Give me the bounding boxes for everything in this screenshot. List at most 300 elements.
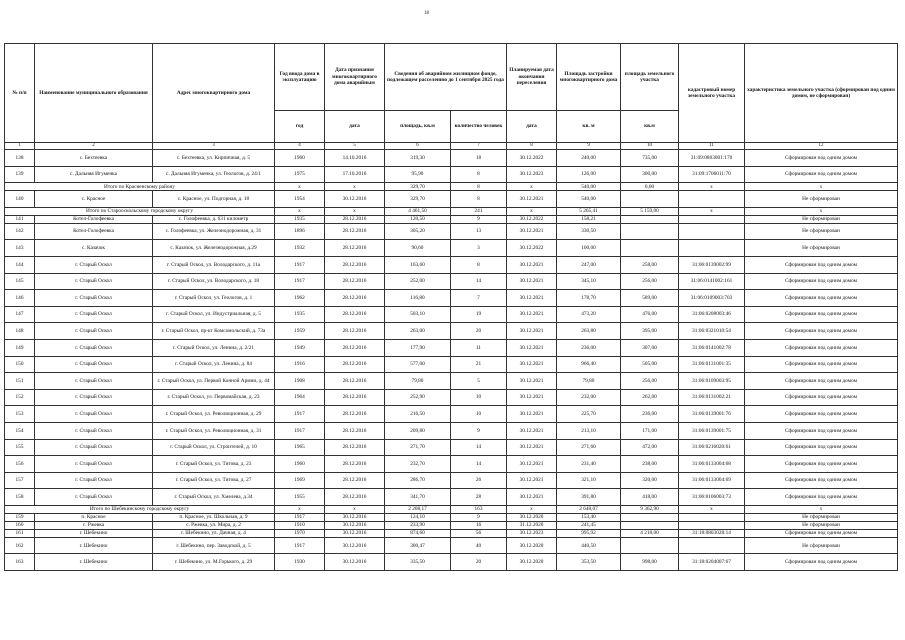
built-area-cell: 345,10 xyxy=(557,273,621,290)
subheader-sqm: кв. м xyxy=(557,111,621,143)
table-row xyxy=(5,339,898,356)
table-row xyxy=(5,521,898,529)
address-cell: г. Старый Оскол, ул. Индустриальная, д. 5 xyxy=(153,306,275,323)
year-cell: 1932 xyxy=(275,240,325,257)
subtotal-row xyxy=(5,207,898,215)
table-row xyxy=(5,306,898,323)
emergency-date-cell: х xyxy=(325,505,385,513)
land-char-cell: Не сформирован xyxy=(745,240,898,257)
land-char-cell: Не сформирован xyxy=(745,215,898,223)
address-cell: г. Старый Оскол, ул. Володарского, д. 11а xyxy=(153,256,275,273)
table-row xyxy=(5,323,898,340)
land-area-cell: 307,00 xyxy=(621,339,679,356)
cadastral-cell: х xyxy=(679,207,745,215)
emergency-date-cell: х xyxy=(325,207,385,215)
land-char-cell: Сформирован под одним домом xyxy=(745,439,898,456)
area-cell: 300,47 xyxy=(385,537,451,554)
area-cell: 4 461,50 xyxy=(385,207,451,215)
built-area-cell: 321,10 xyxy=(557,472,621,489)
land-char-cell: х xyxy=(745,183,898,191)
address-cell: г. Старый Оскол, ул. Титова, д. 27 xyxy=(153,472,275,489)
row-number: 151 xyxy=(5,373,35,390)
area-cell: 209,80 xyxy=(385,422,451,439)
emergency-date-cell: х xyxy=(325,183,385,191)
emergency-date-cell: 17.10.2016 xyxy=(325,166,385,183)
emergency-date-cell: 28.12.2016 xyxy=(325,489,385,506)
land-area-cell: 5 159,00 xyxy=(621,207,679,215)
municipality-cell: Котел-Голофеевка xyxy=(35,215,153,223)
planned-date-cell: 30.12.2021 xyxy=(507,191,557,208)
address-cell: п. Красное, ул. Школьная, д. 9 xyxy=(153,513,275,521)
area-cell: 874,60 xyxy=(385,529,451,537)
people-cell: 8 xyxy=(451,256,507,273)
table-row xyxy=(5,240,898,257)
row-number: 143 xyxy=(5,240,35,257)
address-cell: г. Шебекино, пер. Заводской, д. 5 xyxy=(153,537,275,554)
emergency-date-cell: 28.12.2016 xyxy=(325,323,385,340)
year-cell: 1949 xyxy=(275,339,325,356)
cadastral-cell: 31:06:0139001:76 xyxy=(679,406,745,423)
header-built-area: Площадь застройки многоквартирного дома xyxy=(557,44,621,111)
land-char-cell: Сформирован под одним домом xyxy=(745,456,898,473)
people-cell: 20 xyxy=(451,554,507,571)
planned-date-cell: 30.12.2021 xyxy=(507,256,557,273)
row-number: 156 xyxy=(5,456,35,473)
row-number: 142 xyxy=(5,223,35,240)
cadastral-cell: 31:18:0803028:14 xyxy=(679,529,745,537)
area-cell: 232,70 xyxy=(385,456,451,473)
land-area-cell: 236,00 xyxy=(621,406,679,423)
planned-date-cell: 30.12.2021 xyxy=(507,373,557,390)
cadastral-cell: 31:18:0204007:67 xyxy=(679,554,745,571)
planned-date-cell: 30.12.2021 xyxy=(507,356,557,373)
area-cell: 124,10 xyxy=(385,513,451,521)
address-cell: г. Старый Оскол, ул. Титова, д. 23 xyxy=(153,456,275,473)
planned-date-cell: 30.12.2021 xyxy=(507,223,557,240)
land-char-cell: Сформирован под одним домом xyxy=(745,389,898,406)
municipality-cell: г. Старый Оскол xyxy=(35,373,153,390)
people-cell: 241 xyxy=(451,207,507,215)
area-cell: 233,90 xyxy=(385,521,451,529)
land-char-cell: Не сформирован xyxy=(745,513,898,521)
emergency-date-cell: 30.12.2016 xyxy=(325,513,385,521)
area-cell: 305,20 xyxy=(385,223,451,240)
area-cell: 252,00 xyxy=(385,273,451,290)
planned-date-cell: 31.12.2020 xyxy=(507,521,557,529)
emergency-date-cell: 28.12.2016 xyxy=(325,240,385,257)
emergency-date-cell: 28.12.2016 xyxy=(325,339,385,356)
planned-date-cell: 30.12.2022 xyxy=(507,240,557,257)
year-cell: 1908 xyxy=(275,373,325,390)
emergency-housing-table xyxy=(4,43,898,571)
planned-date-cell: х xyxy=(507,207,557,215)
header-fund-group: Сведения об аварийном жилищном фонде, подлежащем расселению до 1 сентября 2025 года xyxy=(385,44,507,111)
built-area-cell: 79,80 xyxy=(557,373,621,390)
people-cell: 21 xyxy=(451,356,507,373)
land-char-cell: Сформирован под одним домом xyxy=(745,472,898,489)
cadastral-cell xyxy=(679,223,745,240)
municipality-cell: г. Старый Оскол xyxy=(35,456,153,473)
address-cell: г. Шебекино, ул. Дачная, д. 4 xyxy=(153,529,275,537)
land-area-cell: 998,00 xyxy=(621,554,679,571)
emergency-date-cell: 28.12.2016 xyxy=(325,373,385,390)
row-number: 161 xyxy=(5,529,35,537)
cadastral-cell: 31:06:0208003:46 xyxy=(679,306,745,323)
built-area-cell: 473,20 xyxy=(557,306,621,323)
land-area-cell: 505,00 xyxy=(621,356,679,373)
area-cell: 329,70 xyxy=(385,183,451,191)
people-cell: 14 xyxy=(451,439,507,456)
land-char-cell: Сформирован под одним домом xyxy=(745,489,898,506)
built-area-cell: 231,40 xyxy=(557,456,621,473)
cadastral-cell xyxy=(679,215,745,223)
subheader-area: площадь, кв.м xyxy=(385,111,451,143)
column-number: 12 xyxy=(745,143,898,150)
land-char-cell: х xyxy=(745,505,898,513)
land-char-cell: Сформирован под одним домом xyxy=(745,422,898,439)
planned-date-cell: 30.12.2021 xyxy=(507,422,557,439)
people-cell: 14 xyxy=(451,456,507,473)
area-cell: 263,00 xyxy=(385,323,451,340)
municipality-cell: с. Казачок xyxy=(35,240,153,257)
land-char-cell: Сформирован под одним домом xyxy=(745,273,898,290)
people-cell: 8 xyxy=(451,183,507,191)
planned-date-cell: 30.12.2020 xyxy=(507,554,557,571)
year-cell: 1955 xyxy=(275,489,325,506)
row-number: 146 xyxy=(5,290,35,307)
planned-date-cell: 30.12.2021 xyxy=(507,456,557,473)
row-number: 155 xyxy=(5,439,35,456)
emergency-date-cell: 30.12.2016 xyxy=(325,537,385,554)
emergency-date-cell: 30.12.2016 xyxy=(325,191,385,208)
land-area-cell xyxy=(621,513,679,521)
people-cell: 10 xyxy=(451,389,507,406)
people-cell: 11 xyxy=(451,339,507,356)
people-cell: 19 xyxy=(451,306,507,323)
address-cell: г. Старый Оскол, ул. Первой Конной Армии, д. 44 xyxy=(153,373,275,390)
people-cell: 8 xyxy=(451,166,507,183)
cadastral-cell xyxy=(679,521,745,529)
municipality-cell: с. Дальняя Игуменка xyxy=(35,166,153,183)
cadastral-cell xyxy=(679,191,745,208)
planned-date-cell: 30.12.2021 xyxy=(507,439,557,456)
municipality-cell: г. Старый Оскол xyxy=(35,422,153,439)
planned-date-cell: 30.12.2021 xyxy=(507,389,557,406)
year-cell: 1917 xyxy=(275,256,325,273)
column-numbers-row xyxy=(5,143,898,150)
table-row xyxy=(5,489,898,506)
year-cell: 1959 xyxy=(275,323,325,340)
planned-date-cell: 30.12.2021 xyxy=(507,323,557,340)
address-cell: г. Старый Оскол, ул. Строителей, д. 10 xyxy=(153,439,275,456)
address-cell: г. Старый Оскол, ул. Геологов, д. 1 xyxy=(153,290,275,307)
emergency-date-cell: 30.12.2016 xyxy=(325,521,385,529)
people-cell: 7 xyxy=(451,290,507,307)
row-number: 163 xyxy=(5,554,35,571)
planned-date-cell: 30.12.2021 xyxy=(507,339,557,356)
row-number: 141 xyxy=(5,215,35,223)
row-number: 149 xyxy=(5,339,35,356)
column-number: 10 xyxy=(621,143,679,150)
year-cell: 1975 xyxy=(275,166,325,183)
row-number: 162 xyxy=(5,537,35,554)
row-number: 158 xyxy=(5,489,35,506)
cadastral-cell: 31:06:0133004:69 xyxy=(679,472,745,489)
area-cell: 252,90 xyxy=(385,389,451,406)
land-area-cell: 395,00 xyxy=(621,323,679,340)
land-area-cell: 258,00 xyxy=(621,256,679,273)
built-area-cell: 126,00 xyxy=(557,166,621,183)
column-number: 1 xyxy=(5,143,35,150)
emergency-date-cell: 28.12.2016 xyxy=(325,256,385,273)
land-area-cell xyxy=(621,215,679,223)
year-cell: 1930 xyxy=(275,554,325,571)
emergency-date-cell: 28.12.2016 xyxy=(325,215,385,223)
header-land-area: площадь земельного участка xyxy=(621,44,679,111)
cadastral-cell: х xyxy=(679,505,745,513)
year-cell: 1896 xyxy=(275,223,325,240)
area-cell: 2 208,17 xyxy=(385,505,451,513)
year-cell: 1917 xyxy=(275,513,325,521)
row-number: 138 xyxy=(5,150,35,167)
built-area-cell: 247,00 xyxy=(557,256,621,273)
cadastral-cell: 31:06:0133004:68 xyxy=(679,456,745,473)
emergency-date-cell: 28.12.2016 xyxy=(325,223,385,240)
table-body xyxy=(5,150,898,571)
header-address: Адрес многоквартирного дома xyxy=(153,44,275,143)
planned-date-cell: 30.12.2021 xyxy=(507,273,557,290)
row-number: 144 xyxy=(5,256,35,273)
land-char-cell: Сформирован под одним домом xyxy=(745,339,898,356)
land-area-cell: 320,00 xyxy=(621,472,679,489)
area-cell: 286,70 xyxy=(385,472,451,489)
municipality-cell: г. Старый Оскол xyxy=(35,356,153,373)
land-area-cell: 589,00 xyxy=(621,290,679,307)
area-cell: 216,50 xyxy=(385,406,451,423)
municipality-cell: г. Старый Оскол xyxy=(35,339,153,356)
emergency-date-cell: 28.12.2016 xyxy=(325,472,385,489)
municipality-cell: г. Старый Оскол xyxy=(35,323,153,340)
land-area-cell xyxy=(621,521,679,529)
table-row xyxy=(5,389,898,406)
year-cell: 1960 xyxy=(275,456,325,473)
row-number: 145 xyxy=(5,273,35,290)
table-row xyxy=(5,290,898,307)
built-area-cell: 158,21 xyxy=(557,215,621,223)
municipality-cell: г. Старый Оскол xyxy=(35,472,153,489)
municipality-cell: с. Бехтеевка xyxy=(35,150,153,167)
area-cell: 116,80 xyxy=(385,290,451,307)
people-cell: 5 xyxy=(451,373,507,390)
header-cadastral: кадастровый номер земельного участка xyxy=(679,44,745,143)
subheader-date: дата xyxy=(325,111,385,143)
table-row xyxy=(5,554,898,571)
header-land-char: характеристика земельного участка (сформирован под одним домом, не сформирован) xyxy=(745,44,898,143)
cadastral-cell: 31:09:1706011:70 xyxy=(679,166,745,183)
area-cell: 163,60 xyxy=(385,256,451,273)
land-char-cell: Сформирован под одним домом xyxy=(745,406,898,423)
row-number: 150 xyxy=(5,356,35,373)
emergency-date-cell: 30.12.2016 xyxy=(325,529,385,537)
address-cell: с. Казачок, ул. Железнодорожная, д.29 xyxy=(153,240,275,257)
address-cell: г. Старый Оскол, ул. Ленина, д. 84 xyxy=(153,356,275,373)
year-cell: 1916 xyxy=(275,356,325,373)
row-number: 157 xyxy=(5,472,35,489)
built-area-cell: 5 265,41 xyxy=(557,207,621,215)
header-planned-end: Планируемая дата окончания переселения xyxy=(507,44,557,111)
people-cell: 163 xyxy=(451,505,507,513)
table-row xyxy=(5,373,898,390)
table-row xyxy=(5,529,898,537)
municipality-cell: г. Шебекино xyxy=(35,554,153,571)
people-cell: 8 xyxy=(451,191,507,208)
column-number: 6 xyxy=(385,143,451,150)
land-char-cell: Сформирован под одним домом xyxy=(745,166,898,183)
built-area-cell: 225,70 xyxy=(557,406,621,423)
year-cell: 1917 xyxy=(275,422,325,439)
address-cell: с. Голофеевка, ул. Железнодорожная, д. 31 xyxy=(153,223,275,240)
built-area-cell: 966,40 xyxy=(557,356,621,373)
row-number: 148 xyxy=(5,323,35,340)
municipality-cell: г. Старый Оскол xyxy=(35,256,153,273)
municipality-cell: г. Старый Оскол xyxy=(35,406,153,423)
cadastral-cell: 31:06:0109003:95 xyxy=(679,373,745,390)
cadastral-cell xyxy=(679,240,745,257)
year-cell: 1970 xyxy=(275,529,325,537)
area-cell: 341,70 xyxy=(385,489,451,506)
land-area-cell: 472,00 xyxy=(621,439,679,456)
address-cell: с. Бехтеевка, ул. Кирпичная, д. 5 xyxy=(153,150,275,167)
column-number: 4 xyxy=(275,143,325,150)
planned-date-cell: 30.12.2022 xyxy=(507,215,557,223)
address-cell: г. Старый Оскол, ул. Первомайская, д. 23 xyxy=(153,389,275,406)
land-area-cell: 4 218,00 xyxy=(621,529,679,537)
municipality-cell: г. Шебекино xyxy=(35,529,153,537)
built-area-cell: 100,00 xyxy=(557,240,621,257)
planned-date-cell: 30.12.2020 xyxy=(507,513,557,521)
year-cell: 1935 xyxy=(275,215,325,223)
land-area-cell xyxy=(621,537,679,554)
cadastral-cell: 31:06:0139001:75 xyxy=(679,422,745,439)
address-cell: г. Старый Оскол, ул. Володарского, д. 18 xyxy=(153,273,275,290)
land-area-cell xyxy=(621,223,679,240)
land-area-cell: 256,00 xyxy=(621,373,679,390)
table-row xyxy=(5,456,898,473)
table-row xyxy=(5,150,898,167)
column-number: 7 xyxy=(451,143,507,150)
year-cell: 1917 xyxy=(275,406,325,423)
built-area-cell: 153,40 xyxy=(557,513,621,521)
table-row xyxy=(5,191,898,208)
emergency-date-cell: 28.12.2016 xyxy=(325,406,385,423)
people-cell: 10 xyxy=(451,406,507,423)
cadastral-cell: 31:06:0131002:21 xyxy=(679,389,745,406)
table-row xyxy=(5,513,898,521)
year-cell: 1954 xyxy=(275,191,325,208)
land-char-cell: Не сформирован xyxy=(745,191,898,208)
column-number: 2 xyxy=(35,143,153,150)
column-number: 3 xyxy=(153,143,275,150)
subheader-sqm2: кв.м xyxy=(621,111,679,143)
people-cell: 16 xyxy=(451,521,507,529)
land-char-cell: Сформирован под одним домом xyxy=(745,306,898,323)
municipality-cell: г. Старый Оскол xyxy=(35,306,153,323)
land-char-cell: Не сформирован xyxy=(745,521,898,529)
emergency-date-cell: 28.12.2016 xyxy=(325,273,385,290)
year-cell: 1964 xyxy=(275,389,325,406)
area-cell: 177,90 xyxy=(385,339,451,356)
people-cell: 13 xyxy=(451,223,507,240)
built-area-cell: 391,80 xyxy=(557,489,621,506)
table-row xyxy=(5,439,898,456)
land-area-cell: 418,00 xyxy=(621,489,679,506)
area-cell: 95,90 xyxy=(385,166,451,183)
built-area-cell: 263,80 xyxy=(557,323,621,340)
people-cell: 26 xyxy=(451,472,507,489)
year-cell: х xyxy=(275,183,325,191)
year-cell: 1960 xyxy=(275,150,325,167)
built-area-cell: 213,10 xyxy=(557,422,621,439)
address-cell: г. Старый Оскол, ул. Революционная, д. 29 xyxy=(153,406,275,423)
people-cell: 9 xyxy=(451,215,507,223)
subtotal-label: Итого по Старооскольскому городскому округу xyxy=(5,207,275,215)
emergency-date-cell: 28.12.2016 xyxy=(325,422,385,439)
land-char-cell: Не сформирован xyxy=(745,537,898,554)
year-cell: 1917 xyxy=(275,537,325,554)
built-area-cell: 330,50 xyxy=(557,223,621,240)
planned-date-cell: х xyxy=(507,505,557,513)
table-row xyxy=(5,273,898,290)
area-cell: 335,50 xyxy=(385,554,451,571)
cadastral-cell: 31:06:0131001:35 xyxy=(679,356,745,373)
cadastral-cell: 31:06:0139002:99 xyxy=(679,256,745,273)
built-area-cell: 241,45 xyxy=(557,521,621,529)
table-row xyxy=(5,215,898,223)
land-area-cell xyxy=(621,191,679,208)
year-cell: 1969 xyxy=(275,472,325,489)
planned-date-cell: 30.12.2021 xyxy=(507,489,557,506)
area-cell: 329,70 xyxy=(385,191,451,208)
emergency-date-cell: 14.10.2016 xyxy=(325,150,385,167)
subtotal-row xyxy=(5,183,898,191)
address-cell: с. Голофеевка, д. 631 километр xyxy=(153,215,275,223)
land-char-cell: Сформирован под одним домом xyxy=(745,256,898,273)
area-cell: 120,50 xyxy=(385,215,451,223)
address-cell: г. Шебекино, ул. М.Горького, д. 29 xyxy=(153,554,275,571)
address-cell: с. Ржевка, ул. Мира, д. 2 xyxy=(153,521,275,529)
land-area-cell: 300,00 xyxy=(621,166,679,183)
column-number: 9 xyxy=(557,143,621,150)
municipality-cell: г. Старый Оскол xyxy=(35,489,153,506)
area-cell: 79,80 xyxy=(385,373,451,390)
cadastral-cell xyxy=(679,513,745,521)
emergency-date-cell: 28.12.2016 xyxy=(325,356,385,373)
address-cell: г. Старый Оскол, ул. Хмелева, д.34 xyxy=(153,489,275,506)
people-cell: 18 xyxy=(451,150,507,167)
emergency-date-cell: 30.12.2016 xyxy=(325,554,385,571)
address-cell: с. Дальняя Игуменка, ул. Геологов, д. 24/1 xyxy=(153,166,275,183)
built-area-cell: 2 648,07 xyxy=(557,505,621,513)
column-number: 11 xyxy=(679,143,745,150)
cadastral-cell: 31:06:0106003:73 xyxy=(679,489,745,506)
header-date-emergency: Дата признания многоквартирного дома аварийным xyxy=(325,44,385,111)
table-row xyxy=(5,472,898,489)
table-row xyxy=(5,256,898,273)
year-cell: х xyxy=(275,505,325,513)
area-cell: 271,70 xyxy=(385,439,451,456)
emergency-date-cell: 28.12.2016 xyxy=(325,456,385,473)
municipality-cell: п. Красное xyxy=(35,513,153,521)
